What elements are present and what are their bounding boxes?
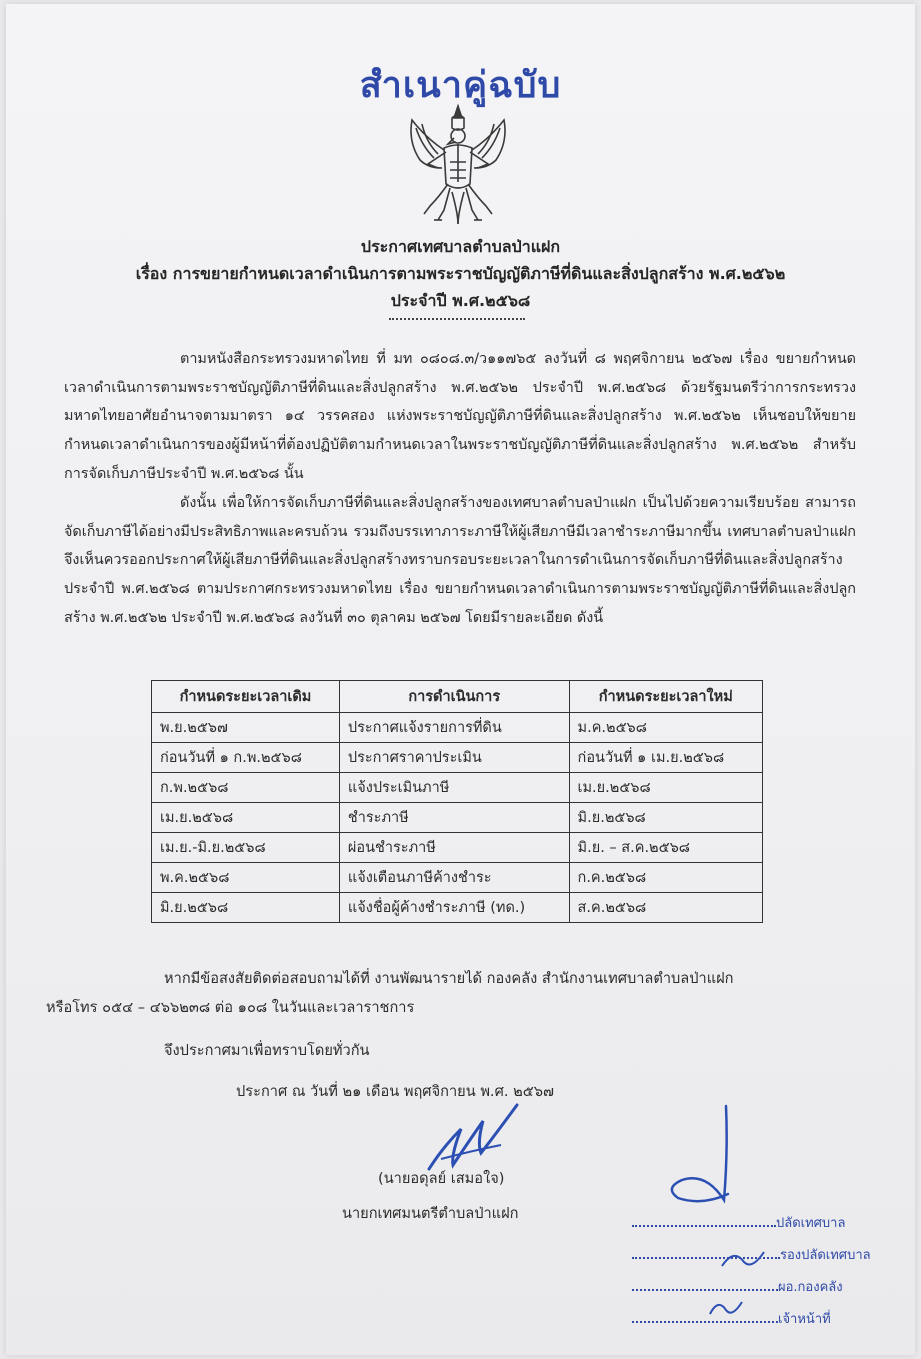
document-page	[6, 4, 915, 1355]
table-header-row	[152, 681, 763, 713]
table-row	[152, 893, 763, 923]
table-row	[152, 713, 763, 743]
cell-action: ประกาศราคาประเมิน	[339, 743, 569, 773]
cell-new-period: ม.ค.๒๕๖๘	[569, 713, 762, 743]
announcement-issuer: ประกาศเทศบาลตำบลป่าแฝก	[360, 237, 561, 256]
cell-action: ประกาศแจ้งรายการที่ดิน	[339, 713, 569, 743]
closing-statement: จึงประกาศมาเพื่อทราบโดยทั่วกัน	[164, 1042, 370, 1059]
contact-line-1: หากมีข้อสงสัยติดต่อสอบถามได้ที่ งานพัฒนารายได้ กองคลัง สำนักงานเทศบาลตำบลป่าแฝก	[164, 970, 734, 987]
table-row	[152, 773, 763, 803]
schedule-table	[151, 680, 763, 923]
cell-new-period: ส.ค.๒๕๖๘	[569, 893, 762, 923]
clerk-signature	[654, 1102, 744, 1212]
cell-action: ผ่อนชำระภาษี	[339, 833, 569, 863]
table-row	[152, 743, 763, 773]
endorsement-line-3: ผอ.กองคลัง	[632, 1276, 843, 1297]
table-row	[152, 803, 763, 833]
cell-old-period: ก่อนวันที่ ๑ ก.พ.๒๕๖๘	[152, 743, 340, 773]
contact-line-2: หรือโทร ๐๕๔ – ๔๖๖๒๓๘ ต่อ ๑๐๘ ในวันและเวลาราชการ	[46, 999, 415, 1016]
cell-new-period: ก.ค.๒๕๖๘	[569, 863, 762, 893]
table-row	[152, 833, 763, 863]
garuda-emblem	[398, 102, 518, 227]
cell-new-period: มิ.ย. – ส.ค.๒๕๖๘	[569, 833, 762, 863]
cell-old-period: ก.พ.๒๕๖๘	[152, 773, 340, 803]
cell-action: แจ้งชื่อผู้ค้างชำระภาษี (ทด.)	[339, 893, 569, 923]
endorsement-line-1: ปลัดเทศบาล	[632, 1212, 845, 1233]
column-header-old-period: กำหนดระยะเวลาเดิม	[152, 681, 340, 713]
cell-action: ชำระภาษี	[339, 803, 569, 833]
endorsement-line-2: รองปลัดเทศบาล	[632, 1244, 871, 1265]
cell-old-period: เม.ย.-มิ.ย.๒๕๖๘	[152, 833, 340, 863]
cell-old-period: พ.ย.๒๕๖๗	[152, 713, 340, 743]
cell-old-period: พ.ค.๒๕๖๘	[152, 863, 340, 893]
column-header-new-period: กำหนดระยะเวลาใหม่	[569, 681, 762, 713]
signatory-position: นายกเทศมนตรีตำบลป่าแฝก	[342, 1205, 519, 1222]
cell-new-period: ก่อนวันที่ ๑ เม.ย.๒๕๖๘	[569, 743, 762, 773]
announcement-subject: เรื่อง การขยายกำหนดเวลาดำเนินการตามพระราชบัญญัติภาษีที่ดินและสิ่งปลูกสร้าง พ.ศ.๒๕๖๒	[135, 264, 786, 283]
cell-action: แจ้งประเมินภาษี	[339, 773, 569, 803]
endorsement-line-4: เจ้าหน้าที่	[632, 1308, 831, 1329]
cell-action: แจ้งเตือนภาษีค้างชำระ	[339, 863, 569, 893]
cell-new-period: มิ.ย.๒๕๖๘	[569, 803, 762, 833]
body-paragraph-1: ตามหนังสือกระทรวงมหาดไทย ที่ มท ๐๘๐๘.๓/ว๑๑๗๖๕ ลงวันที่ ๘ พฤศจิกายน ๒๕๖๗ เรื่อง ขยายกำหนดเวลาดำเนินการตามพระราชบัญญัติภาษีที่ดินและสิ่งปลูกสร้าง พ.ศ.๒๕๖๒ ประจำปี พ.ศ.๒๕๖๘ ด้วยรัฐมนตรีว่าการกระทรวงมหาดไทยอาศัยอำนาจตามมาตรา ๑๔ วรรคสอง แห่งพระราชบัญญัติภาษีที่ดินและสิ่งปลูกสร้าง พ.ศ.๒๕๖๒ เห็นชอบให้ขยายกำหนดเวลาดำเนินการของผู้มีหน้าที่ต้องปฏิบัติตามกำหนดเวลาในพระราชบัญญัติภาษีที่ดินและสิ่งปลูกสร้าง พ.ศ.๒๕๖๒ สำหรับการจัดเก็บภาษีประจำปี พ.ศ.๒๕๖๘ นั้น	[64, 351, 856, 482]
cell-old-period: มิ.ย.๒๕๖๘	[152, 893, 340, 923]
column-header-action: การดำเนินการ	[339, 681, 569, 713]
copy-stamp: สำเนาคู่ฉบับ	[359, 65, 562, 106]
cell-old-period: เม.ย.๒๕๖๘	[152, 803, 340, 833]
header-separator	[389, 318, 525, 320]
announcement-date: ประกาศ ณ วันที่ ๒๑ เดือน พฤศจิกายน พ.ศ. ๒๕๖๗	[236, 1083, 555, 1100]
signatory-name: (นายอดุลย์ เสมอใจ)	[378, 1170, 505, 1187]
announcement-year: ประจำปี พ.ศ.๒๕๖๘	[390, 291, 531, 310]
body-paragraph-2: ดังนั้น เพื่อให้การจัดเก็บภาษีที่ดินและสิ่งปลูกสร้างของเทศบาลตำบลป่าแฝก เป็นไปด้วยความเรียบร้อย สามารถจัดเก็บภาษีได้อย่างมีประสิทธิภาพและครบถ้วน รวมถึงบรรเทาภาระภาษีให้ผู้เสียภาษีมีเวลาชำระภาษีมากขึ้น เทศบาลตำบลป่าแฝก จึงเห็นควรออกประกาศให้ผู้เสียภาษีที่ดินและสิ่งปลูกสร้างทราบกรอบระยะเวลาในการดำเนินการจัดเก็บภาษีที่ดินและสิ่งปลูกสร้างประจำปี พ.ศ.๒๕๖๘ ตามประกาศกระทรวงมหาดไทย เรื่อง ขยายกำหนดเวลาดำเนินการตามพระราชบัญญัติภาษีที่ดินและสิ่งปลูกสร้าง พ.ศ.๒๕๖๒ ประจำปี พ.ศ.๒๕๖๘ ลงวันที่ ๓๐ ตุลาคม ๒๕๖๗ โดยมีรายละเอียด ดังนี้	[64, 495, 856, 626]
cell-new-period: เม.ย.๒๕๖๘	[569, 773, 762, 803]
table-row	[152, 863, 763, 893]
